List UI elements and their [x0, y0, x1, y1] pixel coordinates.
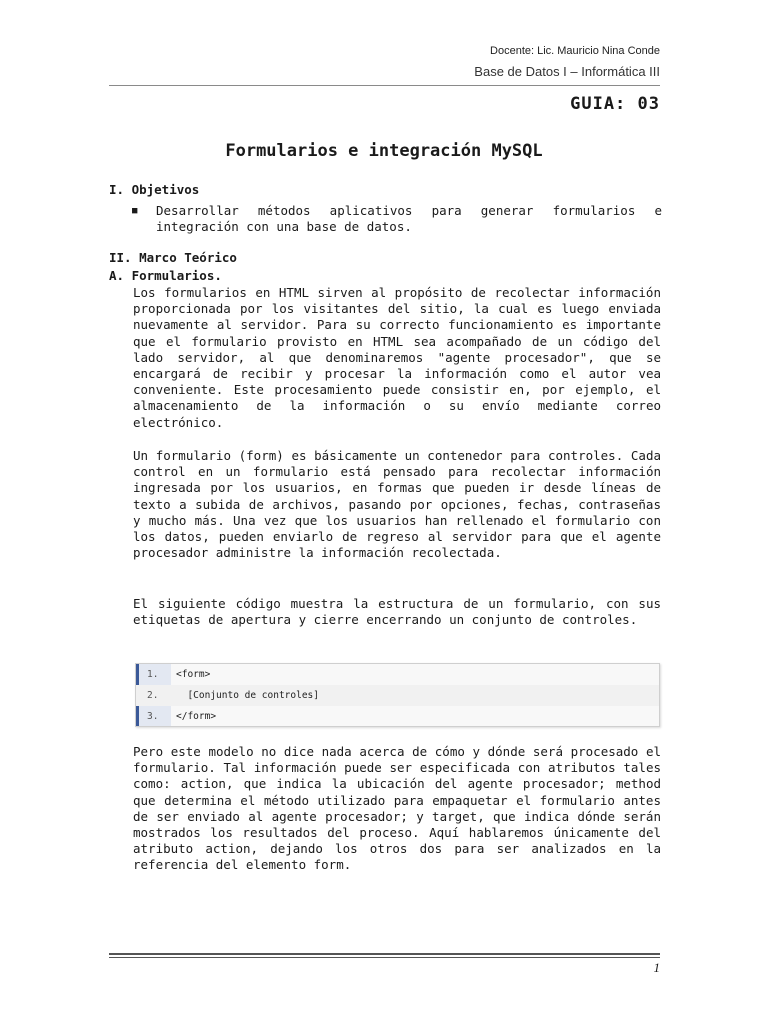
- paragraph: Un formulario (form) es básicamente un contenedor para controles. Cada control en un formulario está pensado para recolectar información ingresada por los usuarios, en formas que pueden ir desde líneas de texto a subida de archivos, pasando por opciones, fechas, contraseñas y mucho más. Una vez que los usuarios han rellenado el formulario con los datos, pueden enviarlo de regreso al servidor para que el agente procesador administre la información recolectada.: [133, 448, 661, 561]
- paragraph: Los formularios en HTML sirven al propósito de recolectar información proporcionada por los visitantes del sitio, la cual es luego enviada nuevamente al servidor. Para su correcto funcionamiento es importante que el formulario provisto en HTML sea acompañado de un código del lado servidor, al que denominaremos "agente procesador", que se encargará de recibir y procesar la información como el autor vea conveniente. Este procesamiento puede consistir en, por ejemplo, el almacenamiento de la información o su envío mediante correo electrónico.: [133, 285, 661, 430]
- code-text: [Conjunto de controles]: [176, 690, 319, 701]
- paragraph: El siguiente código muestra la estructura de un formulario, con sus etiquetas de apertura y cierre encerrando un conjunto de controles.: [133, 596, 661, 628]
- bullet-text: Desarrollar métodos aplicativos para generar formularios e integración con una base de datos.: [156, 203, 662, 234]
- subsection-heading-formularios: A. Formularios.: [109, 268, 222, 283]
- header-author: Docente: Lic. Mauricio Nina Conde: [490, 45, 660, 57]
- bullet-icon: ■: [132, 206, 138, 216]
- line-number: 2.: [147, 690, 159, 701]
- line-number: 1.: [147, 669, 159, 680]
- section-heading-objetivos: I. Objetivos: [109, 182, 200, 197]
- section-heading-marco-teorico: II. Marco Teórico: [109, 250, 237, 265]
- paragraph: Pero este modelo no dice nada acerca de cómo y dónde será procesado el formulario. Tal información puede ser especificada con atributos tales como: action, que indica la ubicación del agente procesador; method que determina el método utilizado para empaquetar el formulario antes de ser enviado al agente procesador; y target, que indica dónde serán mostrados los resultados del proceso. Aquí hablaremos únicamente del atributo action, dejando los otros dos para ser analizados en la referencia del elemento form.: [133, 744, 661, 873]
- footer-divider-thin: [109, 957, 660, 958]
- code-line: [136, 685, 659, 706]
- code-block: [135, 663, 660, 727]
- document-title: Formularios e integración MySQL: [225, 141, 543, 161]
- page-number: 1: [653, 960, 660, 975]
- header-course: Base de Datos I – Informática III: [474, 64, 660, 79]
- list-item: [132, 203, 662, 235]
- code-text: </form>: [176, 711, 217, 722]
- header-divider: [109, 85, 660, 86]
- code-text: <form>: [176, 669, 211, 680]
- guide-number: GUIA: 03: [570, 94, 660, 114]
- code-line: [136, 664, 659, 685]
- code-line: [136, 706, 659, 727]
- line-number: 3.: [147, 711, 159, 722]
- footer-divider: [109, 953, 660, 955]
